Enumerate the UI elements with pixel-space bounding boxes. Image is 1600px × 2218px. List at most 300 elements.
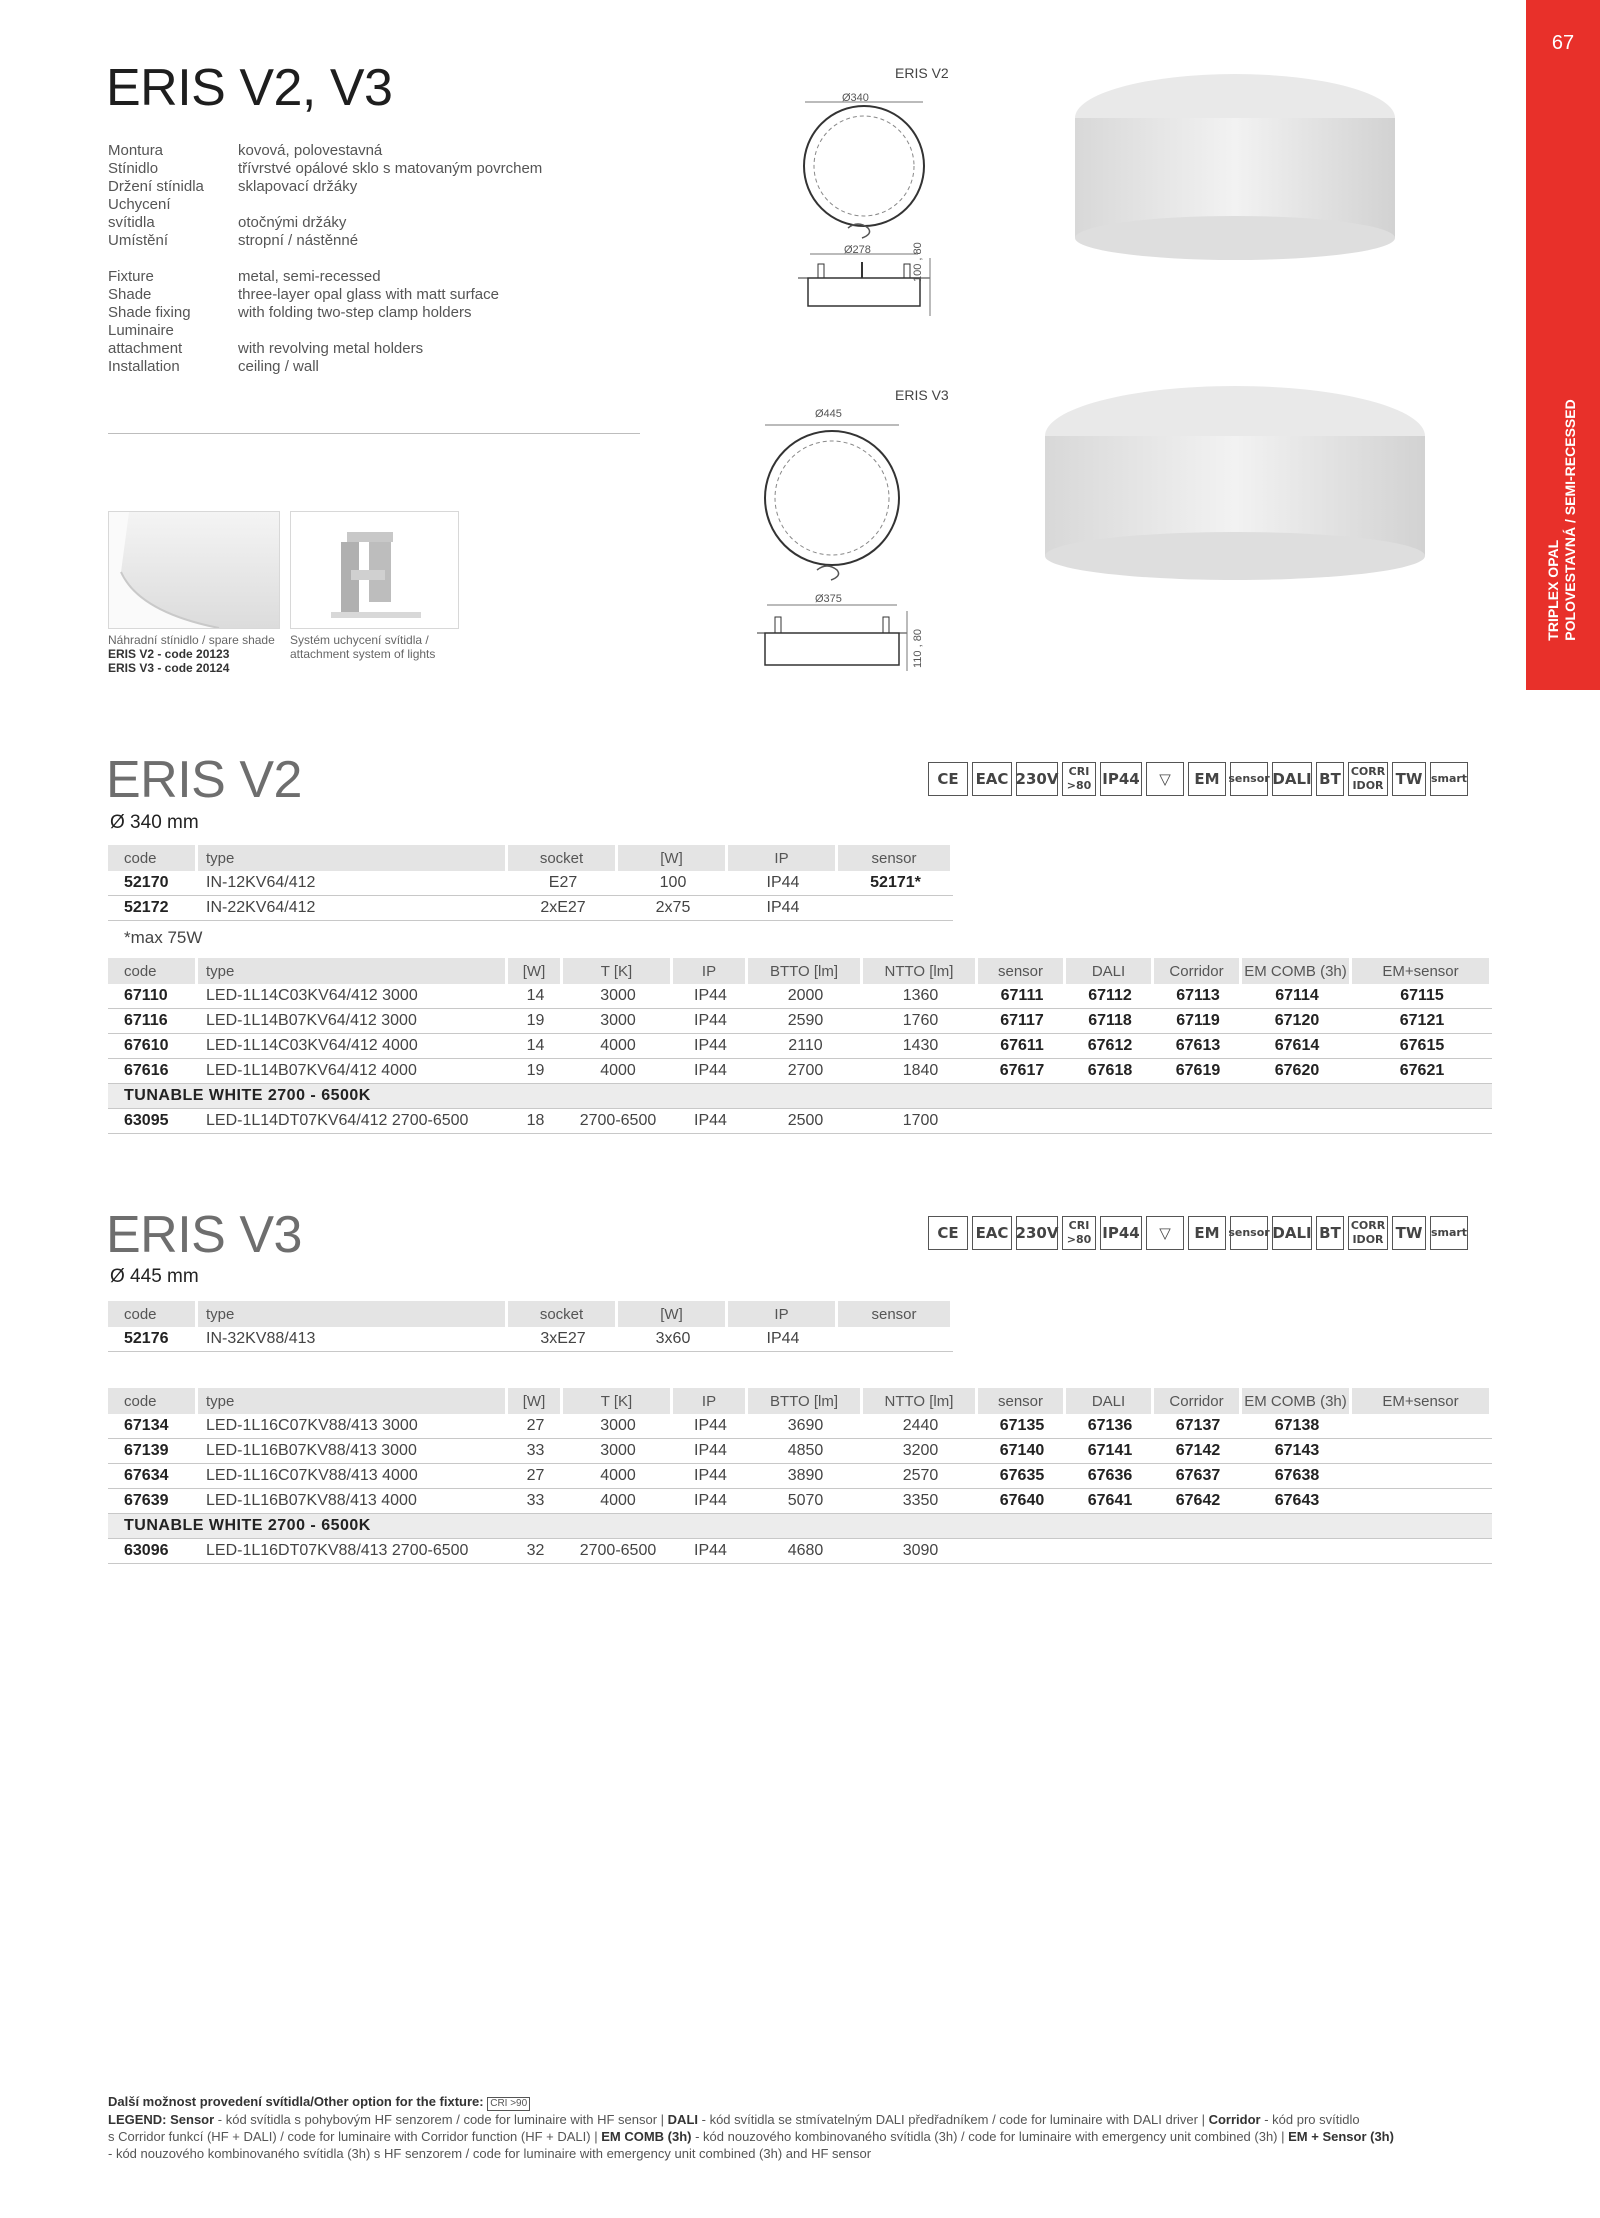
cert-icon-ip44: IP44 [1100, 1216, 1142, 1250]
table-cell [1154, 1109, 1242, 1134]
icon-row-v3 [928, 1216, 1468, 1250]
table-cell: 67140 [978, 1439, 1066, 1464]
table-cell: 67642 [1154, 1489, 1242, 1514]
table-cell: LED-1L14DT07KV64/412 2700-6500 [198, 1109, 508, 1134]
table-cell: 2590 [748, 1009, 863, 1034]
spec-value: stropní / nástěnné [238, 232, 359, 249]
column-header: IP [728, 1301, 838, 1327]
table-cell [978, 1539, 1066, 1564]
table-cell: 67119 [1154, 1009, 1242, 1034]
attachment-caption [290, 633, 435, 661]
legend [108, 2093, 1498, 2162]
table-cell: 3890 [748, 1464, 863, 1489]
table-row [108, 1464, 1492, 1489]
table-cell: 67636 [1066, 1464, 1154, 1489]
product-render-v2 [1070, 62, 1400, 262]
spec-key: Shade [108, 286, 152, 303]
cert-icon--: ▽ [1146, 1216, 1184, 1250]
spec-key: Installation [108, 358, 180, 375]
chapter-label [1545, 399, 1579, 640]
divider [108, 433, 640, 434]
spec-key: svítidla [108, 214, 155, 231]
table-cell [1352, 1464, 1492, 1489]
table-cell: 67614 [1242, 1034, 1352, 1059]
table-cell: LED-1L14B07KV64/412 3000 [198, 1009, 508, 1034]
table-cell: 3690 [748, 1414, 863, 1439]
column-header: Corridor [1154, 958, 1242, 984]
column-header: type [198, 845, 508, 871]
table-cell: 67113 [1154, 984, 1242, 1009]
table-cell: 19 [508, 1009, 563, 1034]
table-cell: 67611 [978, 1034, 1066, 1059]
cri90-badge: CRI >90 [487, 2097, 530, 2111]
page-title: ERIS V2, V3 [106, 59, 393, 117]
cert-icon-corr-idor: CORR IDOR [1348, 762, 1388, 796]
product-code: 67134 [108, 1414, 198, 1439]
dim-v3-inner: Ø375 [815, 593, 842, 605]
drawing-label-v2: ERIS V2 [895, 65, 949, 81]
table-cell: LED-1L16C07KV88/413 4000 [198, 1464, 508, 1489]
product-render-v3 [1040, 378, 1430, 588]
specs-cz [108, 142, 648, 250]
table-v2-led [108, 958, 1492, 1134]
tunable-white-row [108, 1084, 1492, 1109]
chapter-line2: POLOVESTAVNÁ / SEMI-RECESSED [1562, 399, 1578, 641]
tunable-white-label: TUNABLE WHITE 2700 - 6500K [108, 1514, 1492, 1539]
table-cell [1352, 1109, 1492, 1134]
cert-icon-eac: EAC [972, 1216, 1012, 1250]
table-cell: 67118 [1066, 1009, 1154, 1034]
spec-key: Shade fixing [108, 304, 191, 321]
diameter-v3: Ø 445 mm [110, 1266, 199, 1287]
table-cell: LED-1L14C03KV64/412 4000 [198, 1034, 508, 1059]
column-header: socket [508, 845, 618, 871]
column-header: sensor [978, 1388, 1066, 1414]
column-header: socket [508, 1301, 618, 1327]
cert-icon-cri-80: CRI >80 [1062, 762, 1096, 796]
table-cell: 27 [508, 1464, 563, 1489]
table-cell [838, 1327, 953, 1352]
table-cell: 2700 [748, 1059, 863, 1084]
specs-en [108, 268, 648, 376]
product-code: 67110 [108, 984, 198, 1009]
legend-line-1: LEGEND: Sensor - kód svítidla s pohybovým HF senzorem / code for luminaire with HF sensor | DALI - kód svítidla se stmívatelným DALI předřadníkem / code for luminaire with DALI driver | Corridor - kód pro svítidlo [108, 2112, 1360, 2127]
column-header: BTTO [lm] [748, 1388, 863, 1414]
table-cell: IP44 [673, 1539, 748, 1564]
product-code: 52170 [108, 871, 198, 896]
dim-v3-height: 110 , 80 [912, 629, 924, 668]
table-cell: IP44 [673, 1414, 748, 1439]
table-cell: 2700-6500 [563, 1109, 673, 1134]
spec-value: otočnými držáky [238, 214, 347, 231]
table-cell: 67615 [1352, 1034, 1492, 1059]
product-code: 67616 [108, 1059, 198, 1084]
table-cell [978, 1109, 1066, 1134]
table-cell: 4680 [748, 1539, 863, 1564]
spec-key: attachment [108, 340, 183, 357]
table-cell: IP44 [673, 1439, 748, 1464]
column-header: [W] [618, 1301, 728, 1327]
spec-key: Umístění [108, 232, 169, 249]
table-cell: 2xE27 [508, 896, 618, 921]
table-cell: 67638 [1242, 1464, 1352, 1489]
cert-icon-tw: TW [1392, 1216, 1426, 1250]
table-cell: E27 [508, 871, 618, 896]
table-cell: IP44 [673, 984, 748, 1009]
table-cell: IP44 [728, 1327, 838, 1352]
table-row [108, 1489, 1492, 1514]
table-cell: 4000 [563, 1034, 673, 1059]
table-cell: 67143 [1242, 1439, 1352, 1464]
column-header: Corridor [1154, 1388, 1242, 1414]
dim-v2-inner: Ø278 [844, 244, 871, 256]
cert-icon-smart: smart [1430, 762, 1468, 796]
cert-icon-eac: EAC [972, 762, 1012, 796]
product-code: 67639 [108, 1489, 198, 1514]
spare-shade-code-v2: ERIS V2 - code 20123 [108, 647, 230, 661]
table-header [108, 845, 953, 871]
product-code: 67610 [108, 1034, 198, 1059]
product-code: 67139 [108, 1439, 198, 1464]
table-cell: 3xE27 [508, 1327, 618, 1352]
table-cell: 33 [508, 1489, 563, 1514]
page-number: 67 [1551, 32, 1575, 54]
cert-icon-em: EM [1188, 762, 1226, 796]
table-cell: IN-12KV64/412 [198, 871, 508, 896]
column-header: EM+sensor [1352, 958, 1492, 984]
cert-icon-dali: DALI [1272, 762, 1312, 796]
table-row [108, 984, 1492, 1009]
table-cell: LED-1L14B07KV64/412 4000 [198, 1059, 508, 1084]
table-cell: IP44 [673, 1059, 748, 1084]
table-v3-led [108, 1388, 1492, 1564]
column-header: EM COMB (3h) [1242, 1388, 1352, 1414]
table-cell: 67114 [1242, 984, 1352, 1009]
table-cell [1066, 1109, 1154, 1134]
table-cell: 67637 [1154, 1464, 1242, 1489]
table-cell [1242, 1539, 1352, 1564]
spec-row [108, 214, 648, 232]
table-cell: 1700 [863, 1109, 978, 1134]
column-header: sensor [978, 958, 1066, 984]
table-cell: LED-1L16C07KV88/413 3000 [198, 1414, 508, 1439]
table-cell: 5070 [748, 1489, 863, 1514]
section-title-v3: ERIS V3 [106, 1206, 302, 1264]
dim-v2-outer: Ø340 [842, 92, 869, 104]
chapter-band [1526, 0, 1600, 690]
table-cell: IP44 [728, 871, 838, 896]
option-label: Další možnost provedení svítidla/Other option for the fixture: [108, 2094, 484, 2109]
column-header: type [198, 1388, 508, 1414]
table-cell: 67619 [1154, 1059, 1242, 1084]
table-cell [1242, 1109, 1352, 1134]
table-cell: 1430 [863, 1034, 978, 1059]
product-code: 67116 [108, 1009, 198, 1034]
table-cell [1352, 1414, 1492, 1439]
spec-key: Uchycení [108, 196, 171, 213]
column-header: BTTO [lm] [748, 958, 863, 984]
table-cell: LED-1L14C03KV64/412 3000 [198, 984, 508, 1009]
cert-icon-sensor: sensor [1230, 762, 1268, 796]
dim-v2-height: 100 , 80 [912, 242, 924, 282]
table-v3-incandescent [108, 1301, 953, 1352]
product-code: 63096 [108, 1539, 198, 1564]
table-cell: 67643 [1242, 1489, 1352, 1514]
table-row [108, 871, 953, 896]
column-header: NTTO [lm] [863, 1388, 978, 1414]
table-cell [1352, 1439, 1492, 1464]
product-code: 67634 [108, 1464, 198, 1489]
attachment-caption-2: attachment system of lights [290, 647, 436, 661]
column-header: DALI [1066, 958, 1154, 984]
table-cell: 67612 [1066, 1034, 1154, 1059]
cert-icon--: ▽ [1146, 762, 1184, 796]
table-cell: 67121 [1352, 1009, 1492, 1034]
table-cell: 67640 [978, 1489, 1066, 1514]
table-cell: 67613 [1154, 1034, 1242, 1059]
spec-value: kovová, polovestavná [238, 142, 383, 159]
table-cell: 3000 [563, 1439, 673, 1464]
spec-row [108, 340, 648, 358]
spare-shade-caption-1: Náhradní stínidlo / spare shade [108, 633, 275, 647]
cert-icon-bt: BT [1316, 1216, 1344, 1250]
table-cell: LED-1L16B07KV88/413 3000 [198, 1439, 508, 1464]
cert-icon-ip44: IP44 [1100, 762, 1142, 796]
table-cell: 67617 [978, 1059, 1066, 1084]
column-header: IP [673, 958, 748, 984]
column-header: type [198, 958, 508, 984]
column-header: EM+sensor [1352, 1388, 1492, 1414]
table-cell: 67115 [1352, 984, 1492, 1009]
table-row [108, 1539, 1492, 1564]
footnote-v2: *max 75W [124, 928, 203, 947]
table-cell: 52171* [838, 871, 953, 896]
table-cell [1352, 1539, 1492, 1564]
spec-row [108, 358, 648, 376]
diameter-v2: Ø 340 mm [110, 812, 199, 833]
spare-shade-code-v3: ERIS V3 - code 20124 [108, 661, 230, 675]
chapter-line1: TRIPLEX OPAL [1545, 539, 1561, 641]
icon-row-v2 [928, 762, 1468, 796]
table-row [108, 1327, 953, 1352]
table-cell [1066, 1539, 1154, 1564]
column-header: code [108, 958, 198, 984]
cert-icon-230v: 230V [1016, 762, 1058, 796]
table-cell [838, 896, 953, 921]
product-code: 63095 [108, 1109, 198, 1134]
table-row [108, 1034, 1492, 1059]
spec-row [108, 142, 648, 160]
table-cell: 67117 [978, 1009, 1066, 1034]
table-cell: 3090 [863, 1539, 978, 1564]
spec-key: Fixture [108, 268, 154, 285]
legend-line-2: s Corridor funkcí (HF + DALI) / code for luminaire with Corridor function (HF + DALI) | EM COMB (3h) - kód nouzového kombinovaného svítidla (3h) / code for luminaire with emergency unit combined (3h) | EM + Sensor (3h) [108, 2129, 1394, 2144]
table-cell: 67641 [1066, 1489, 1154, 1514]
tunable-white-label: TUNABLE WHITE 2700 - 6500K [108, 1084, 1492, 1109]
column-header: EM COMB (3h) [1242, 958, 1352, 984]
table-cell: IN-32KV88/413 [198, 1327, 508, 1352]
table-cell [1352, 1489, 1492, 1514]
cert-icon-smart: smart [1430, 1216, 1468, 1250]
spec-value: třívrstvé opálové sklo s matovaným povrchem [238, 160, 543, 177]
cert-icon-corr-idor: CORR IDOR [1348, 1216, 1388, 1250]
drawing-label-v3: ERIS V3 [895, 387, 949, 403]
table-cell: 2110 [748, 1034, 863, 1059]
table-cell: 1840 [863, 1059, 978, 1084]
spec-value: three-layer opal glass with matt surface [238, 286, 499, 303]
spare-shade-caption [108, 633, 275, 675]
section-title-v2: ERIS V2 [106, 751, 302, 809]
table-cell: LED-1L16B07KV88/413 4000 [198, 1489, 508, 1514]
table-cell: 2500 [748, 1109, 863, 1134]
column-header: T [K] [563, 958, 673, 984]
column-header: IP [728, 845, 838, 871]
spec-row [108, 286, 648, 304]
table-cell: 2x75 [618, 896, 728, 921]
table-cell: 1360 [863, 984, 978, 1009]
table-cell: IP44 [673, 1464, 748, 1489]
table-cell: LED-1L16DT07KV88/413 2700-6500 [198, 1539, 508, 1564]
column-header: sensor [838, 845, 953, 871]
cert-icon-tw: TW [1392, 762, 1426, 796]
table-row [108, 1059, 1492, 1084]
cert-icon-cri-80: CRI >80 [1062, 1216, 1096, 1250]
table-cell: 14 [508, 984, 563, 1009]
table-row [108, 1439, 1492, 1464]
table-cell: 2700-6500 [563, 1539, 673, 1564]
table-cell [1154, 1539, 1242, 1564]
attachment-caption-1: Systém uchycení svítidla / [290, 633, 429, 647]
spec-row [108, 304, 648, 322]
product-code: 52172 [108, 896, 198, 921]
table-cell: 67112 [1066, 984, 1154, 1009]
cert-icon-ce: CE [928, 762, 968, 796]
table-cell: 1760 [863, 1009, 978, 1034]
table-header [108, 1388, 1492, 1414]
table-cell: 33 [508, 1439, 563, 1464]
tunable-white-row [108, 1514, 1492, 1539]
spec-value: ceiling / wall [238, 358, 319, 375]
spec-key: Luminaire [108, 322, 174, 339]
table-cell: 3000 [563, 1414, 673, 1439]
column-header: [W] [508, 958, 563, 984]
spec-value: sklapovací držáky [238, 178, 358, 195]
cert-icon-230v: 230V [1016, 1216, 1058, 1250]
table-cell: IP44 [673, 1109, 748, 1134]
column-header: [W] [508, 1388, 563, 1414]
dim-v3-outer: Ø445 [815, 408, 842, 420]
table-cell: 67618 [1066, 1059, 1154, 1084]
spec-row [108, 232, 648, 250]
column-header: NTTO [lm] [863, 958, 978, 984]
table-cell: 4000 [563, 1059, 673, 1084]
spec-row [108, 268, 648, 286]
cert-icon-sensor: sensor [1230, 1216, 1268, 1250]
column-header: code [108, 845, 198, 871]
table-cell: IN-22KV64/412 [198, 896, 508, 921]
table-cell: 3350 [863, 1489, 978, 1514]
column-header: type [198, 1301, 508, 1327]
table-cell: 100 [618, 871, 728, 896]
holder-photo-icon [291, 512, 458, 628]
spec-key: Držení stínidla [108, 178, 204, 195]
column-header: code [108, 1301, 198, 1327]
table-cell: 3000 [563, 1009, 673, 1034]
spec-key: Montura [108, 142, 164, 159]
cert-icon-dali: DALI [1272, 1216, 1312, 1250]
table-cell: IP44 [673, 1009, 748, 1034]
table-header [108, 958, 1492, 984]
table-row [108, 896, 953, 921]
table-cell: 14 [508, 1034, 563, 1059]
table-cell: 2440 [863, 1414, 978, 1439]
table-header [108, 1301, 953, 1327]
table-cell: IP44 [728, 896, 838, 921]
table-cell: 67141 [1066, 1439, 1154, 1464]
table-cell: IP44 [673, 1034, 748, 1059]
column-header: [W] [618, 845, 728, 871]
column-header: sensor [838, 1301, 953, 1327]
table-cell: IP44 [673, 1489, 748, 1514]
spec-row [108, 196, 648, 214]
specs-block [108, 142, 648, 376]
column-header: DALI [1066, 1388, 1154, 1414]
column-header: code [108, 1388, 198, 1414]
table-cell: 67136 [1066, 1414, 1154, 1439]
table-cell: 67620 [1242, 1059, 1352, 1084]
table-cell: 67137 [1154, 1414, 1242, 1439]
spec-row [108, 160, 648, 178]
table-cell: 67135 [978, 1414, 1066, 1439]
cert-icon-bt: BT [1316, 762, 1344, 796]
table-row [108, 1009, 1492, 1034]
table-cell: 27 [508, 1414, 563, 1439]
spec-row [108, 178, 648, 196]
table-cell: 67142 [1154, 1439, 1242, 1464]
spec-value: with revolving metal holders [238, 340, 424, 357]
spec-value: with folding two-step clamp holders [238, 304, 472, 321]
spec-key: Stínidlo [108, 160, 159, 177]
table-row [108, 1109, 1492, 1134]
drawing-v2 [790, 82, 950, 332]
spec-value: metal, semi-recessed [238, 268, 381, 285]
table-cell: 19 [508, 1059, 563, 1084]
table-v2-incandescent [108, 845, 953, 921]
table-cell: 32 [508, 1539, 563, 1564]
table-cell: 67621 [1352, 1059, 1492, 1084]
legend-line-3: - kód nouzového kombinovaného svítidla (3h) s HF senzorem / code for luminaire with emergency unit combined (3h) and HF sensor [108, 2146, 872, 2161]
column-header: T [K] [563, 1388, 673, 1414]
table-cell: 4850 [748, 1439, 863, 1464]
table-row [108, 1414, 1492, 1439]
table-cell: 18 [508, 1109, 563, 1134]
attachment-system-image [290, 511, 459, 629]
shade-photo-icon [109, 512, 279, 628]
table-cell: 4000 [563, 1464, 673, 1489]
spare-shade-image [108, 511, 280, 629]
product-code: 52176 [108, 1327, 198, 1352]
table-cell: 3x60 [618, 1327, 728, 1352]
cert-icon-ce: CE [928, 1216, 968, 1250]
column-header: IP [673, 1388, 748, 1414]
table-cell: 67111 [978, 984, 1066, 1009]
table-cell: 2000 [748, 984, 863, 1009]
table-cell: 67138 [1242, 1414, 1352, 1439]
table-cell: 4000 [563, 1489, 673, 1514]
table-cell: 2570 [863, 1464, 978, 1489]
table-cell: 67635 [978, 1464, 1066, 1489]
spec-row [108, 322, 648, 340]
